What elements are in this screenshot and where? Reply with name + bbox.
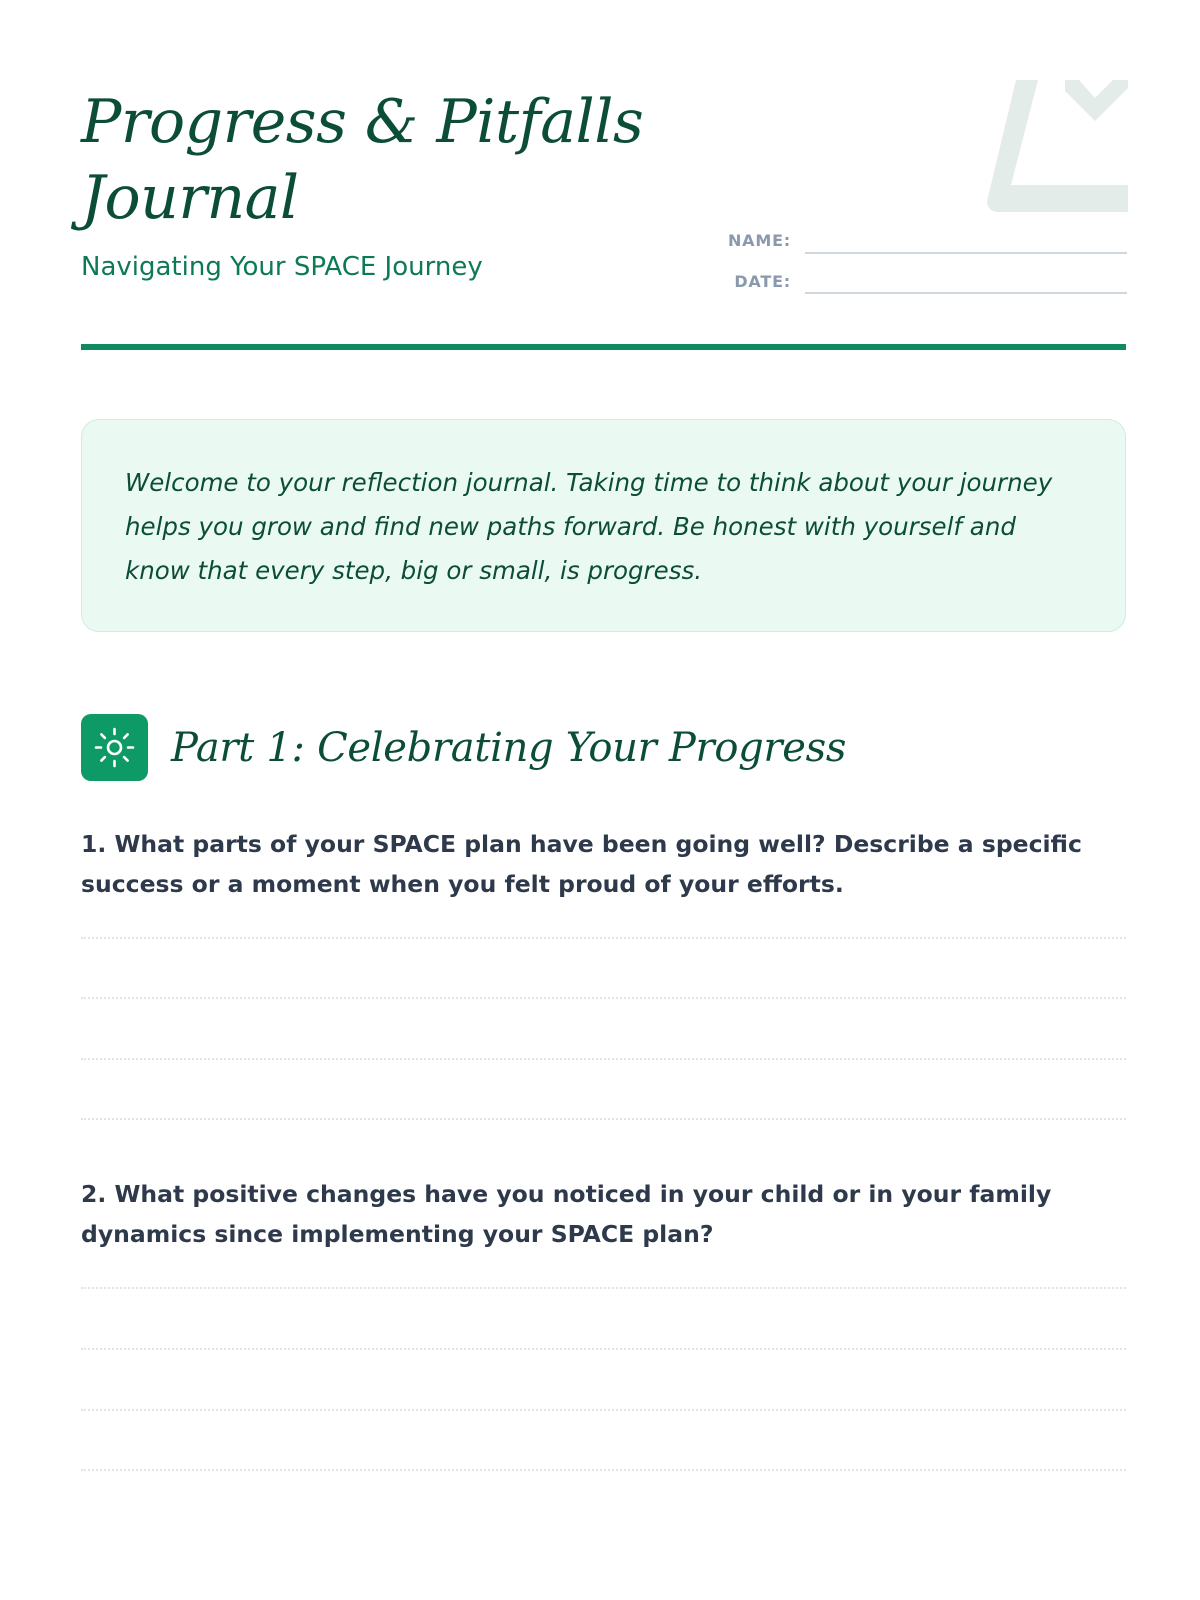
header-divider xyxy=(81,344,1126,350)
date-label: DATE: xyxy=(734,272,791,291)
journal-page xyxy=(81,0,1126,1600)
section-icon-badge xyxy=(81,714,148,781)
answer-line[interactable] xyxy=(81,937,1126,939)
answer-line[interactable] xyxy=(81,1409,1126,1411)
answer-line[interactable] xyxy=(81,997,1126,999)
name-field[interactable] xyxy=(805,252,1127,254)
intro-text: Welcome to your reflection journal. Taking time to think about your journey helps you grow and find new paths forward. Be honest with yourself and know that every step, big or small, is progress. xyxy=(125,468,1053,585)
question-1: 1. What parts of your SPACE plan have been going well? Describe a specific success or a moment when you felt proud of your efforts. xyxy=(81,830,1082,898)
page-subtitle: Navigating Your SPACE Journey xyxy=(81,252,483,282)
question-2: 2. What positive changes have you noticed in your child or in your family dynamics since implementing your SPACE plan? xyxy=(81,1180,1052,1248)
sun-icon xyxy=(81,714,148,781)
name-label: NAME: xyxy=(727,231,791,250)
answer-line[interactable] xyxy=(81,1058,1126,1060)
checkmark-icon xyxy=(987,80,1128,212)
page-title: Progress & Pitfalls Journal xyxy=(81,87,644,233)
date-field[interactable] xyxy=(805,292,1127,294)
intro-box xyxy=(81,419,1126,632)
answer-line[interactable] xyxy=(81,1348,1126,1350)
answer-line[interactable] xyxy=(81,1118,1126,1120)
answer-line[interactable] xyxy=(81,1287,1126,1289)
section-title: Part 1: Celebrating Your Progress xyxy=(171,725,847,771)
answer-line[interactable] xyxy=(81,1469,1126,1471)
